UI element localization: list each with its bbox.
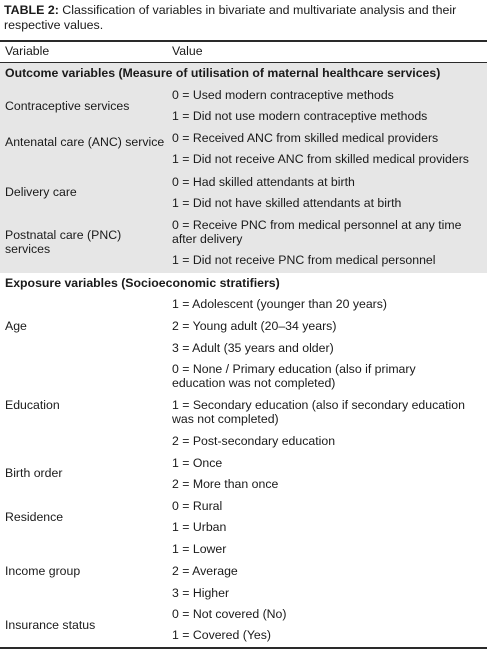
outcome-value: 0 = Received ANC from skilled medical providers — [172, 131, 439, 145]
outcome-variable-anc: Antenatal care (ANC) service — [5, 135, 165, 149]
outcome-section-title: Outcome variables (Measure of utilisation of maternal healthcare services) — [5, 66, 441, 80]
caption-text: Classification of variables in bivariate and multivariate analysis and their respective values. — [4, 3, 457, 32]
outcome-block — [0, 63, 487, 273]
outcome-variable-delivery: Delivery care — [5, 185, 77, 199]
exposure-value: 3 = Adult (35 years and older) — [172, 341, 334, 355]
exposure-value: 3 = Higher — [172, 586, 230, 600]
header-value: Value — [172, 44, 203, 58]
outcome-value: 1 = Did not receive PNC from medical personnel — [172, 253, 436, 267]
exposure-value: 0 = Rural — [172, 499, 223, 513]
exposure-value: 2 = Average — [172, 564, 238, 578]
outcome-value: 1 = Did not have skilled attendants at birth — [172, 196, 402, 210]
exposure-variable-age: Age — [5, 319, 27, 333]
outcome-value: 0 = Receive PNC from medical personnel at any time after delivery — [172, 218, 462, 246]
header-variable: Variable — [5, 44, 50, 58]
exposure-value: 1 = Adolescent (younger than 20 years) — [172, 297, 387, 311]
exposure-value: 2 = Post-secondary education — [172, 434, 336, 448]
exposure-value: 1 = Once — [172, 456, 223, 470]
outcome-variable-contraceptive: Contraceptive services — [5, 99, 130, 113]
exposure-value: 1 = Secondary education (also if secondary education was not completed) — [172, 398, 465, 426]
exposure-value: 2 = More than once — [172, 477, 279, 491]
exposure-section-title: Exposure variables (Socioeconomic stratifiers) — [5, 276, 280, 290]
exposure-value: 1 = Lower — [172, 542, 227, 556]
exposure-variable-birth-order: Birth order — [5, 466, 63, 480]
table-caption — [4, 3, 482, 33]
exposure-variable-income-group: Income group — [5, 564, 81, 578]
outcome-value: 0 = Used modern contraceptive methods — [172, 88, 394, 102]
exposure-value: 0 = None / Primary education (also if primary education was not completed) — [172, 362, 416, 390]
bottom-rule — [0, 647, 487, 649]
table-header-row — [0, 44, 487, 62]
exposure-block — [0, 273, 487, 648]
caption-label: TABLE 2: — [4, 3, 59, 17]
exposure-variable-insurance-status: Insurance status — [5, 618, 96, 632]
exposure-value: 0 = Not covered (No) — [172, 607, 287, 621]
top-rule — [0, 40, 487, 42]
exposure-variable-residence: Residence — [5, 510, 64, 524]
exposure-value: 1 = Covered (Yes) — [172, 628, 271, 642]
outcome-value: 1 = Did not receive ANC from skilled medical providers — [172, 152, 469, 166]
outcome-value: 0 = Had skilled attendants at birth — [172, 175, 355, 189]
outcome-value: 1 = Did not use modern contraceptive methods — [172, 109, 428, 123]
exposure-value: 2 = Young adult (20–34 years) — [172, 319, 337, 333]
exposure-value: 1 = Urban — [172, 520, 227, 534]
outcome-variable-pnc: Postnatal care (PNC) services — [5, 228, 122, 256]
exposure-variable-education: Education — [5, 398, 60, 412]
